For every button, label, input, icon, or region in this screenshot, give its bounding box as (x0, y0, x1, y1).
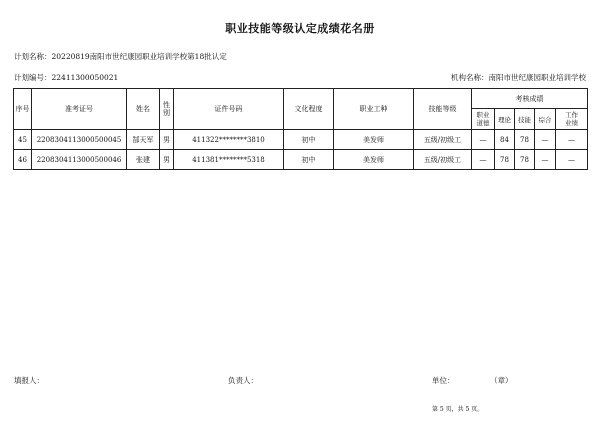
cell-exam-no: 2208304113000500045 (32, 130, 127, 150)
header-performance-line1: 工作 (565, 111, 578, 119)
header-gender-line2: 别 (163, 109, 170, 117)
cell-performance: — (556, 130, 588, 150)
cell-gender: 男 (160, 130, 174, 150)
header-assessment: 考核成绩 (472, 89, 588, 109)
header-occupation: 职业工种 (334, 89, 414, 130)
responsible-label: 负责人： (228, 376, 258, 385)
cell-id-no: 411381********5318 (174, 150, 284, 170)
cell-skill-level: 五级/初级工 (414, 130, 472, 150)
cell-ethics: — (472, 150, 495, 170)
filler-label: 填报人： (14, 376, 44, 385)
cell-seq: 45 (14, 130, 32, 150)
header-skill-level: 技能等级 (414, 89, 472, 130)
header-ethics-line1: 职业 (476, 111, 490, 119)
cell-gender: 男 (160, 150, 174, 170)
cell-seq: 46 (14, 150, 32, 170)
header-name: 姓名 (127, 89, 160, 130)
header-performance (556, 109, 588, 130)
header-exam-no: 准考证号 (32, 89, 127, 130)
header-performance-line2: 业绩 (565, 119, 578, 127)
cell-theory: 78 (495, 150, 515, 170)
cell-education: 初中 (284, 130, 334, 150)
seal-label: （章） (490, 376, 513, 385)
document-title: 职业技能等级认定成绩花名册 (225, 22, 375, 35)
score-roster-table (13, 88, 588, 170)
table-row (14, 150, 588, 170)
unit-label: 单位： (432, 376, 455, 385)
cell-education: 初中 (284, 150, 334, 170)
cell-occupation: 美发师 (334, 150, 414, 170)
cell-skill-level: 五级/初级工 (414, 150, 472, 170)
header-ethics (472, 109, 495, 130)
plan-name: 计划名称：20220819南阳市世纪康园职业培训学校第18批认定 (14, 52, 227, 61)
header-gender-line1: 性 (163, 101, 170, 109)
cell-skill: 78 (515, 150, 535, 170)
cell-ethics: — (472, 130, 495, 150)
cell-occupation: 美发师 (334, 130, 414, 150)
header-id-no: 证件号码 (174, 89, 284, 130)
cell-performance: — (556, 150, 588, 170)
table-row (14, 130, 588, 150)
page-info: 第 5 页，共 5 页。 (432, 406, 484, 413)
plan-number: 计划编号：22411300050021 (14, 73, 119, 82)
header-theory: 理论 (495, 109, 515, 130)
cell-exam-no: 2208304113000500046 (32, 150, 127, 170)
header-skill: 技能 (515, 109, 535, 130)
cell-name: 郜天军 (127, 130, 160, 150)
cell-comprehensive: — (535, 130, 556, 150)
cell-name: 张建 (127, 150, 160, 170)
header-seq: 序号 (14, 89, 32, 130)
cell-comprehensive: — (535, 150, 556, 170)
header-education: 文化程度 (284, 89, 334, 130)
cell-skill: 78 (515, 130, 535, 150)
header-gender (160, 89, 174, 130)
header-comprehensive: 综合 (535, 109, 556, 130)
header-ethics-line2: 道德 (476, 119, 490, 127)
organization-name: 机构名称：南阳市世纪康园职业培训学校 (451, 73, 586, 82)
cell-id-no: 411322********3810 (174, 130, 284, 150)
cell-theory: 84 (495, 130, 515, 150)
